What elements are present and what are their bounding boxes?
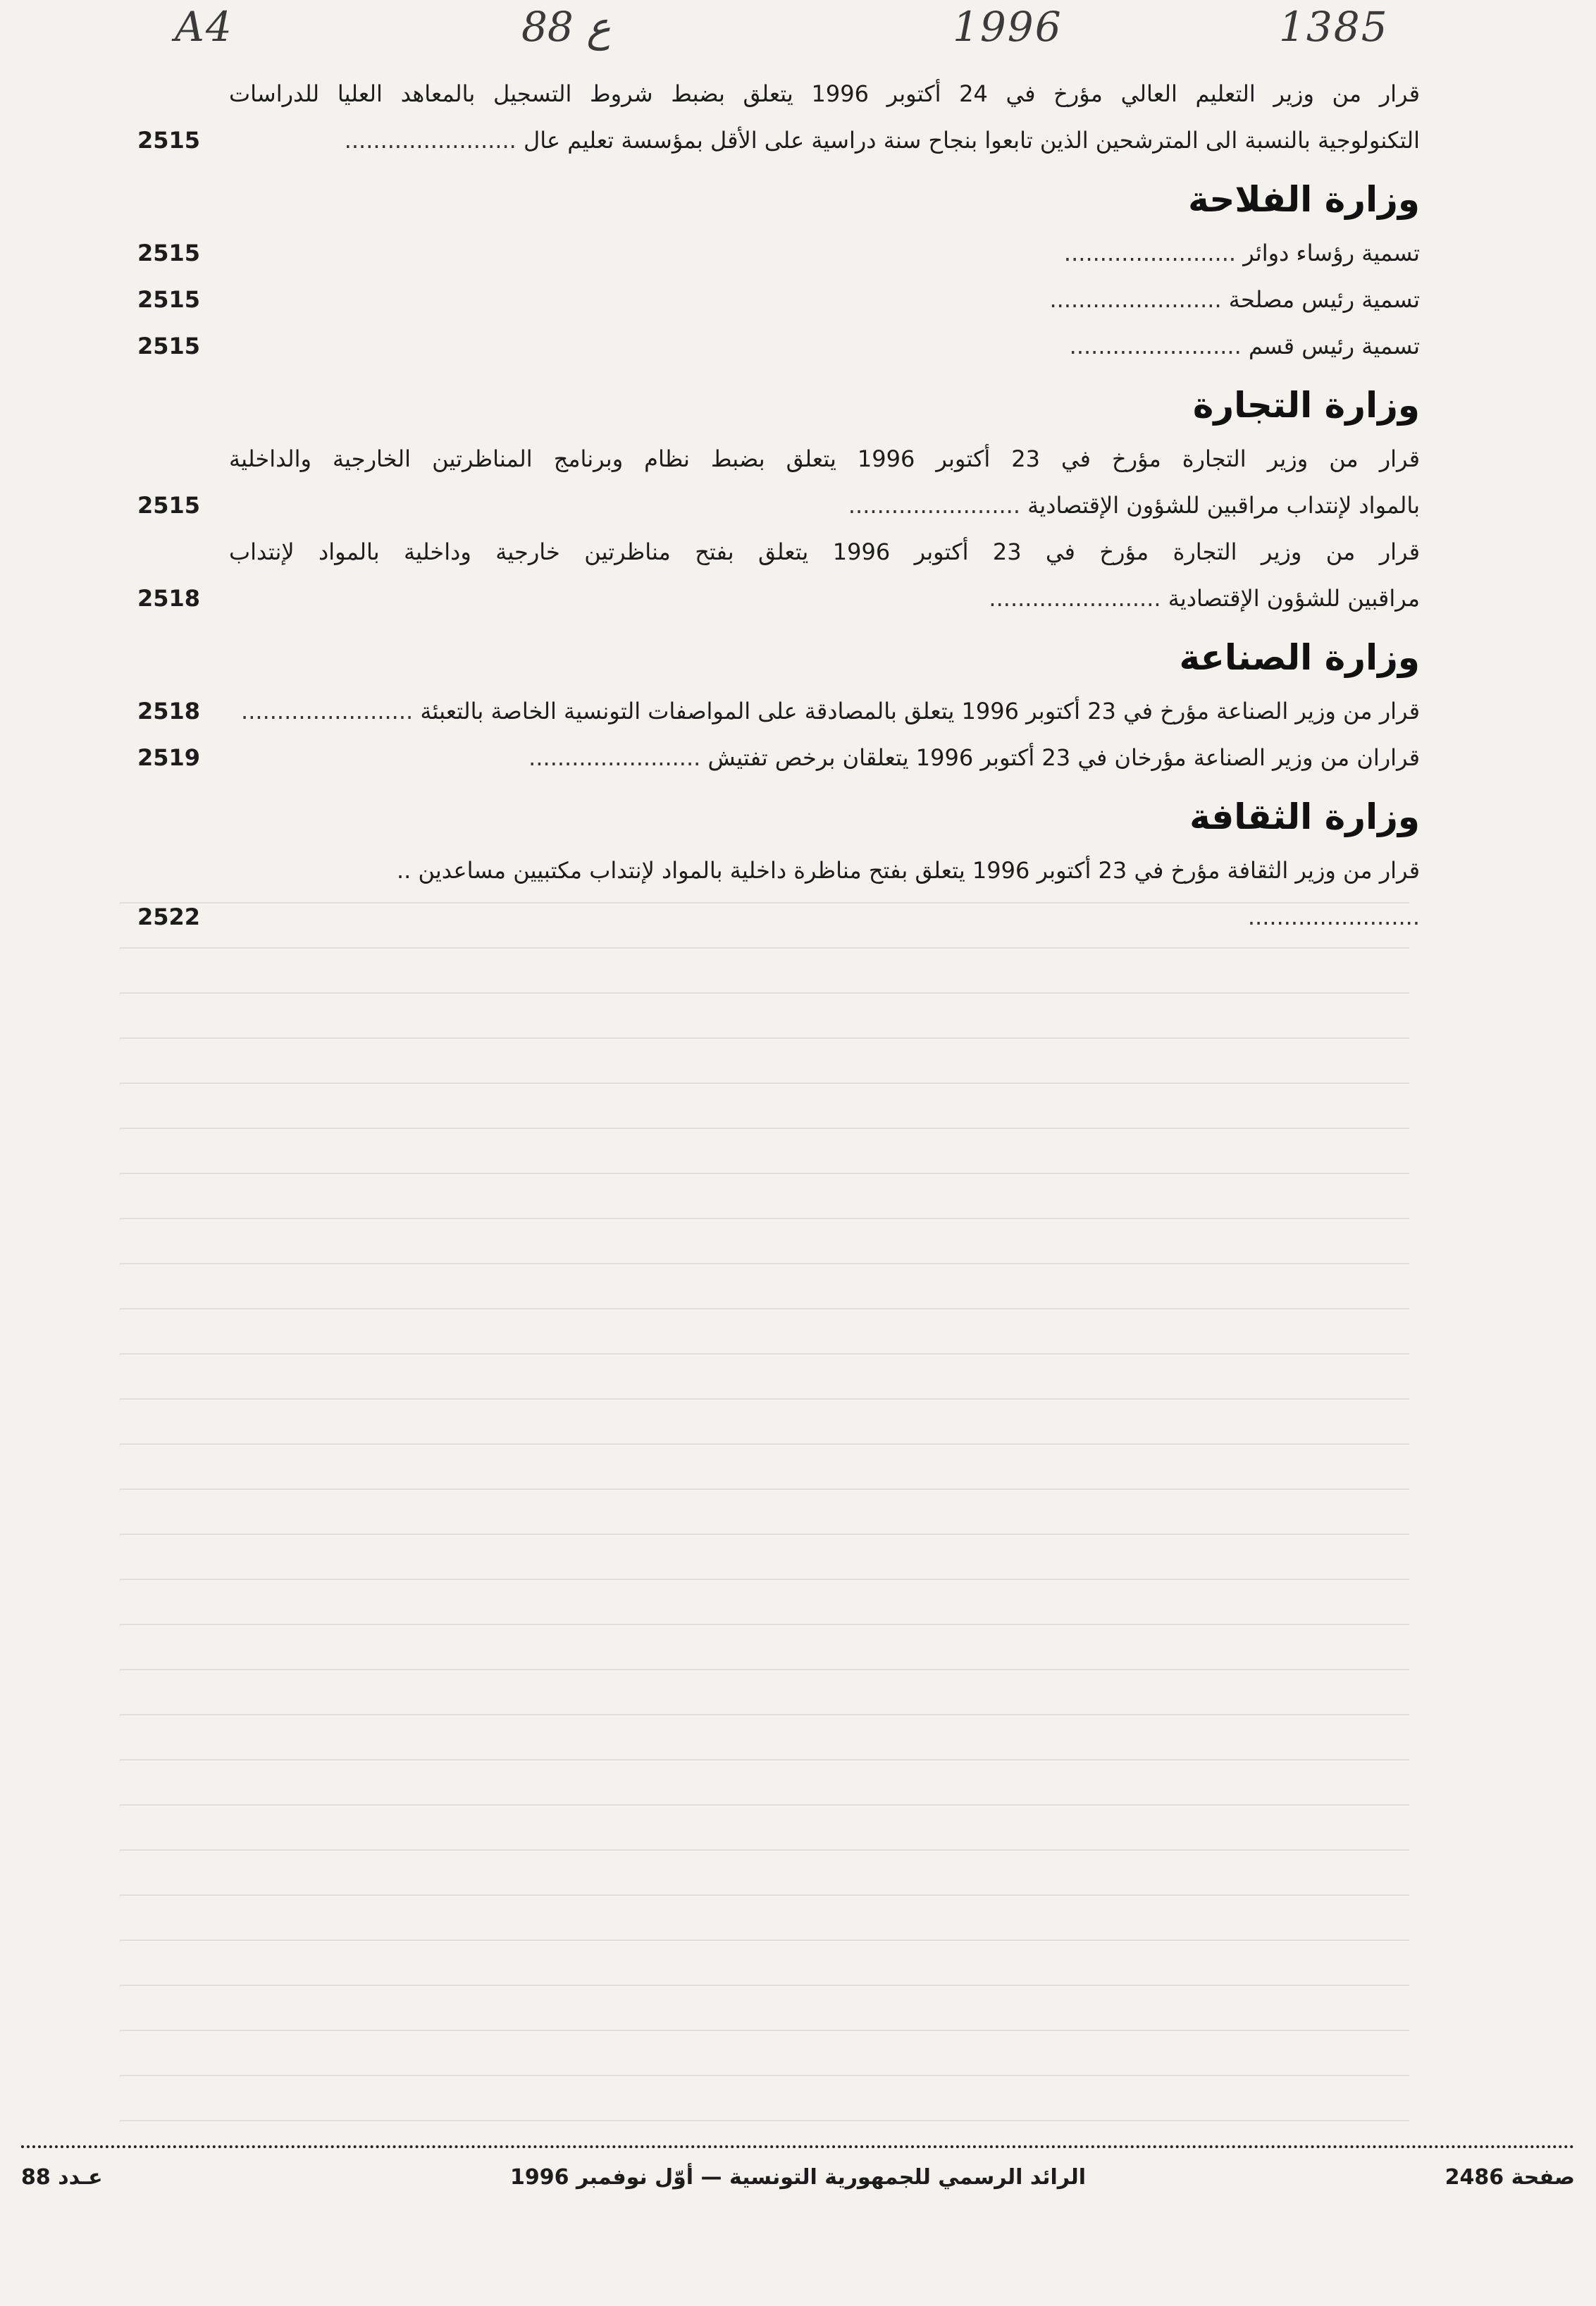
toc-entry-title: قراران من وزير الصناعة مؤرخان في 23 أكتوبر 1996 يتعلقان برخص تفتيش: [707, 744, 1420, 771]
toc-entry-text: [215, 323, 1420, 369]
toc-entry-title: قرار من وزير الثقافة مؤرخ في 23 أكتوبر 1996 يتعلق بفتح مناظرة داخلية بالمواد لإنتداب مكتبيين مساعدين ..: [396, 857, 1420, 884]
toc-entry[interactable]: [137, 436, 1420, 529]
toc-entry-text: [215, 688, 1420, 734]
toc-entry-text: [215, 436, 1420, 529]
toc-page-number: 2518: [137, 585, 201, 612]
toc-entry-lead-line: قرار من وزير التعليم العالي مؤرخ في 24 أكتوبر 1996 يتعلق بضبط شروط التسجيل بالمعاهد العليا للدراسات: [229, 80, 1421, 107]
toc-entry-text: [215, 734, 1420, 781]
handwritten-annotations: [0, 3, 1596, 59]
toc-entry-title: التكنولوجية بالنسبة الى المترشحين الذين تابعوا بنجاح سنة دراسية على الأقل بمؤسسة تعليم عال: [524, 127, 1420, 154]
toc-entry-title: مراقبين للشؤون الإقتصادية: [1168, 585, 1420, 612]
toc-entry-text: [215, 230, 1420, 276]
toc-entry-text: [215, 70, 1420, 164]
toc-entry[interactable]: [137, 847, 1420, 940]
footer-issue-number: عـدد 88: [21, 2165, 103, 2190]
toc-entry[interactable]: [137, 688, 1420, 734]
toc-entry-lead-line: قرار من وزير التجارة مؤرخ في 23 أكتوبر 1996 يتعلق بفتح مناظرتين خارجية وداخلية بالمواد لإنتداب: [229, 538, 1421, 565]
handwritten-mark-3: 1996: [953, 3, 1063, 51]
toc-entry-title: تسمية رؤساء دوائر: [1243, 240, 1420, 266]
dot-leader: ........................: [528, 744, 708, 771]
toc-page-number: 2519: [137, 744, 201, 771]
toc-page-number: 2515: [137, 240, 201, 266]
page-footer: [21, 2165, 1575, 2207]
toc-entry-title: قرار من وزير الصناعة مؤرخ في 23 أكتوبر 1996 يتعلق بالمصادقة على المواصفات التونسية الخاصة بالتعبئة: [420, 698, 1420, 725]
dot-leader: ........................: [848, 492, 1028, 519]
toc-entry-title: تسمية رئيس مصلحة: [1228, 286, 1420, 313]
toc-entry[interactable]: [137, 323, 1420, 369]
dot-leader: ........................: [241, 698, 421, 725]
dot-leader: ........................: [1049, 286, 1229, 313]
toc-entry-title: تسمية رئيس قسم: [1248, 333, 1420, 359]
toc-page-number: 2515: [137, 492, 201, 519]
handwritten-mark-2: 88 ع: [521, 3, 611, 51]
dot-leader: ........................: [1247, 904, 1420, 930]
handwritten-mark-1: A4: [175, 3, 233, 51]
toc-page-number: 2515: [137, 127, 201, 154]
ministry-heading: وزارة الصناعة: [1179, 637, 1420, 678]
dot-leader: ........................: [344, 127, 524, 154]
dot-leader: ........................: [989, 585, 1168, 612]
footer-page-number: صفحة 2486: [1445, 2165, 1575, 2190]
table-of-contents: [137, 70, 1420, 940]
footer-divider: [21, 2145, 1575, 2148]
toc-entry[interactable]: [137, 230, 1420, 276]
toc-page-number: 2522: [137, 904, 201, 930]
toc-page-number: 2518: [137, 698, 201, 725]
footer-journal-title: الرائد الرسمي للجمهورية التونسية — أوّل نوفمبر 1996: [510, 2165, 1086, 2190]
bleed-through-background: [120, 902, 1409, 2135]
handwritten-mark-4: 1385: [1279, 3, 1389, 51]
toc-entry-text: [215, 847, 1420, 940]
toc-page-number: 2515: [137, 333, 201, 359]
toc-entry[interactable]: [137, 276, 1420, 323]
toc-entry-lead-line: قرار من وزير التجارة مؤرخ في 23 أكتوبر 1996 يتعلق بضبط نظام وبرنامج المناظرتين الخارجية والداخلية: [229, 445, 1421, 472]
toc-entry-text: [215, 529, 1420, 622]
toc-entry[interactable]: [137, 529, 1420, 622]
dot-leader: ........................: [1063, 240, 1244, 266]
ministry-heading: وزارة التجارة: [1192, 385, 1420, 426]
toc-page-number: 2515: [137, 286, 201, 313]
dot-leader: ........................: [1069, 333, 1249, 359]
ministry-heading: وزارة الثقافة: [1189, 796, 1420, 837]
ministry-heading: وزارة الفلاحة: [1188, 179, 1420, 220]
toc-entry[interactable]: [137, 734, 1420, 781]
toc-entry-title: بالمواد لإنتداب مراقبين للشؤون الإقتصادية: [1027, 492, 1420, 519]
toc-entry[interactable]: [137, 70, 1420, 164]
toc-entry-text: [215, 276, 1420, 323]
